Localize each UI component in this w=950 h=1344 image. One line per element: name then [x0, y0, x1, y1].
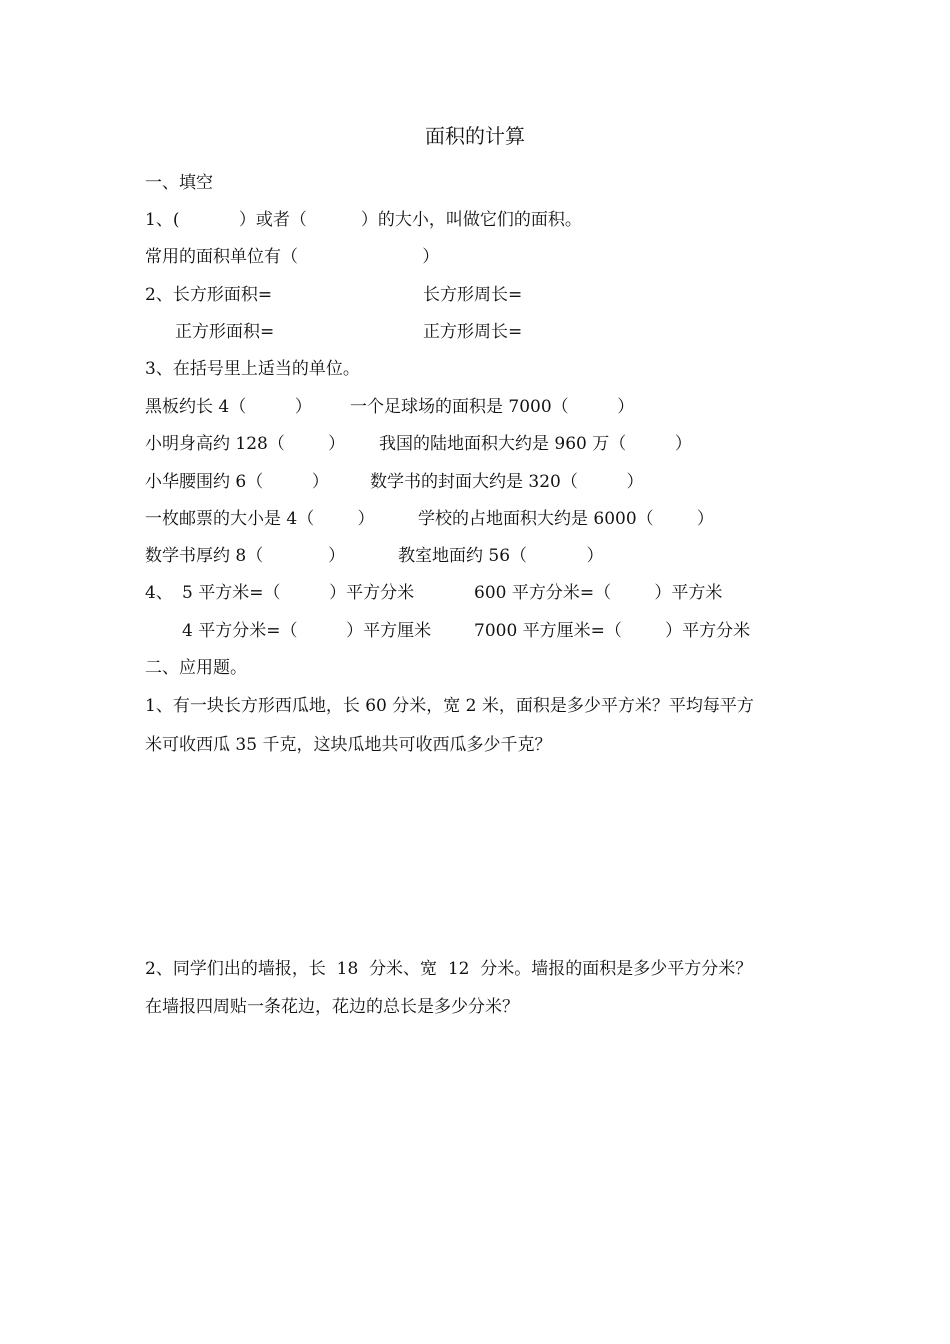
q2-rect-area: 2、长方形面积= — [145, 285, 273, 305]
q3-row-right: 教室地面约 56（ ） — [398, 546, 604, 566]
section1-heading: 一、填空 — [145, 173, 213, 193]
q3-row-right: 一个足球场的面积是 7000（ ） — [350, 397, 635, 417]
q3-row-right: 学校的占地面积大约是 6000（ ） — [418, 509, 714, 529]
q4-item: 7000 平方厘米=（ ）平方分米 — [474, 621, 751, 641]
q3-row-left: 小华腰围约 6（ ） — [145, 472, 329, 492]
q3-row-left: 一枚邮票的大小是 4（ ） — [145, 509, 375, 529]
q3-row-left: 数学书厚约 8（ ） — [145, 546, 346, 566]
q1-line2: 常用的面积单位有（ ） — [145, 247, 440, 267]
q4-item: 600 平方分米=（ ）平方米 — [474, 583, 723, 603]
q3-row-left: 小明身高约 128（ ） — [145, 434, 346, 454]
q3-intro: 3、在括号里上适当的单位。 — [145, 359, 360, 379]
problem1-line1: 1、有一块长方形西瓜地，长 60 分米，宽 2 米，面积是多少平方米？平均每平方 — [145, 696, 754, 716]
problem1-line2: 米可收西瓜 35 千克，这块瓜地共可收西瓜多少千克？ — [145, 735, 552, 755]
page-title: 面积的计算 — [425, 124, 525, 148]
section2-heading: 二、应用题。 — [145, 658, 247, 678]
q2-square-area: 正方形面积= — [175, 322, 275, 342]
q3-row-right: 数学书的封面大约是 320（ ） — [370, 472, 644, 492]
q4-label: 4、 — [145, 583, 173, 603]
q4-item: 5 平方米=（ ）平方分米 — [182, 583, 415, 603]
q2-rect-perimeter: 长方形周长= — [423, 285, 523, 305]
q1-line1: 1、( ）或者（ ）的大小，叫做它们的面积。 — [145, 210, 582, 230]
q3-row-right: 我国的陆地面积大约是 960 万（ ） — [379, 434, 692, 454]
q3-row-left: 黑板约长 4（ ） — [145, 397, 312, 417]
problem2-line1: 2、同学们出的墙报，长 18 分米、宽 12 分米。墙报的面积是多少平方分米？ — [145, 959, 753, 979]
q4-item: 4 平方分米=（ ）平方厘米 — [182, 621, 432, 641]
problem2-line2: 在墙报四周贴一条花边，花边的总长是多少分米？ — [145, 997, 519, 1017]
q2-square-perimeter: 正方形周长= — [423, 322, 523, 342]
